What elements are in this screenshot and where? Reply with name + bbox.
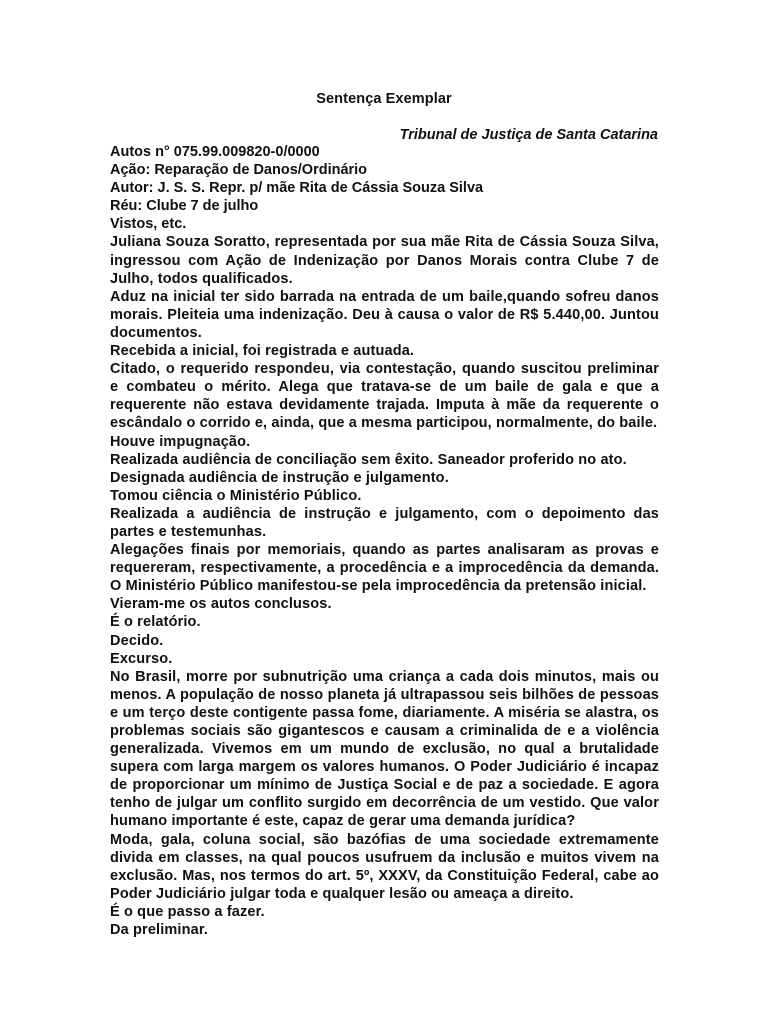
paragraph: Houve impugnação. <box>110 433 251 450</box>
paragraph: É o relatório. <box>110 614 201 631</box>
paragraph: Designada audiência de instrução e julgamento. <box>110 469 449 486</box>
paragraph: Tomou ciência o Ministério Público. <box>110 487 362 504</box>
paragraph: Citado, o requerido respondeu, via contestação, quando suscitou preliminar e combateu o mérito. Alega que tratava-se de um baile de gala e que a requerente não estava devidamente trajada. Imputa à mãe da requerente o escândalo o corrido e, ainda, que a mesma participou, normalmente, do baile. <box>110 361 659 432</box>
paragraph: Aduz na inicial ter sido barrada na entrada de um baile,quando sofreu danos morais. Pleiteia uma indenização. Deu à causa o valor de R$ 5.440,00. Juntou documentos. <box>110 288 659 341</box>
plaintiff: Autor: J. S. S. Repr. p/ mãe Rita de Cássia Souza Silva <box>110 180 484 197</box>
paragraph: Da preliminar. <box>110 922 208 939</box>
paragraph: Decido. <box>110 632 164 649</box>
defendant: Réu: Clube 7 de julho <box>110 198 259 215</box>
paragraph: Juliana Souza Soratto, representada por sua mãe Rita de Cássia Souza Silva, ingressou com Ação de Indenização por Danos Morais contra Clube 7 de Julho, todos qualificados. <box>110 234 659 287</box>
paragraph: Realizada audiência de conciliação sem êxito. Saneador proferido no ato. <box>110 451 627 468</box>
court-name: Tribunal de Justiça de Santa Catarina <box>399 127 658 143</box>
paragraph: Vieram-me os autos conclusos. <box>110 596 332 613</box>
case-number: Autos n° 075.99.009820-0/0000 <box>110 144 320 160</box>
paragraph: No Brasil, morre por subnutrição uma criança a cada dois minutos, mais ou menos. A população de nosso planeta já ultrapassou seis bilhões de pessoas e um terço deste contigente passa fome, diariamente. A miséria se alastra, os problemas sociais são gigantescos e causam a criminalida de e a violência generalizada. Vivemos em um mundo de exclusão, no qual a brutalidade supera com larga margem os valores humanos. O Poder Judiciário é incapaz de proporcionar um mínimo de Justiça Social e de paz a sociedade. E agora tenho de julgar um conflito surgido em decorrência de um vestido. Que valor humano importante é este, capaz de gerar uma demanda jurídica? <box>110 668 659 830</box>
action-type: Ação: Reparação de Danos/Ordinário <box>110 162 368 179</box>
paragraph: Moda, gala, coluna social, são bazófias de uma sociedade extremamente divida em classes, na qual poucos usufruem da inclusão e muitos vivem na exclusão. Mas, nos termos do art. 5º, XXXV, da Constituição Federal, cabe ao Poder Judiciário julgar toda e qualquer lesão ou ameaça a direito. <box>110 831 659 902</box>
document-body <box>110 143 659 939</box>
paragraph: Realizada a audiência de instrução e julgamento, com o depoimento das partes e testemunhas. <box>110 505 659 540</box>
paragraph: Recebida a inicial, foi registrada e autuada. <box>110 343 415 360</box>
document-title: Sentença Exemplar <box>316 91 452 107</box>
paragraph: Excurso. <box>110 650 173 667</box>
paragraph: É o que passo a fazer. <box>110 903 265 920</box>
paragraph: Alegações finais por memoriais, quando as partes analisaram as provas e requereram, respectivamente, a procedência e a improcedência da demanda. O Ministério Público manifestou-se pela improcedência da pretensão inicial. <box>110 542 659 595</box>
vistos-line: Vistos, etc. <box>110 216 187 233</box>
